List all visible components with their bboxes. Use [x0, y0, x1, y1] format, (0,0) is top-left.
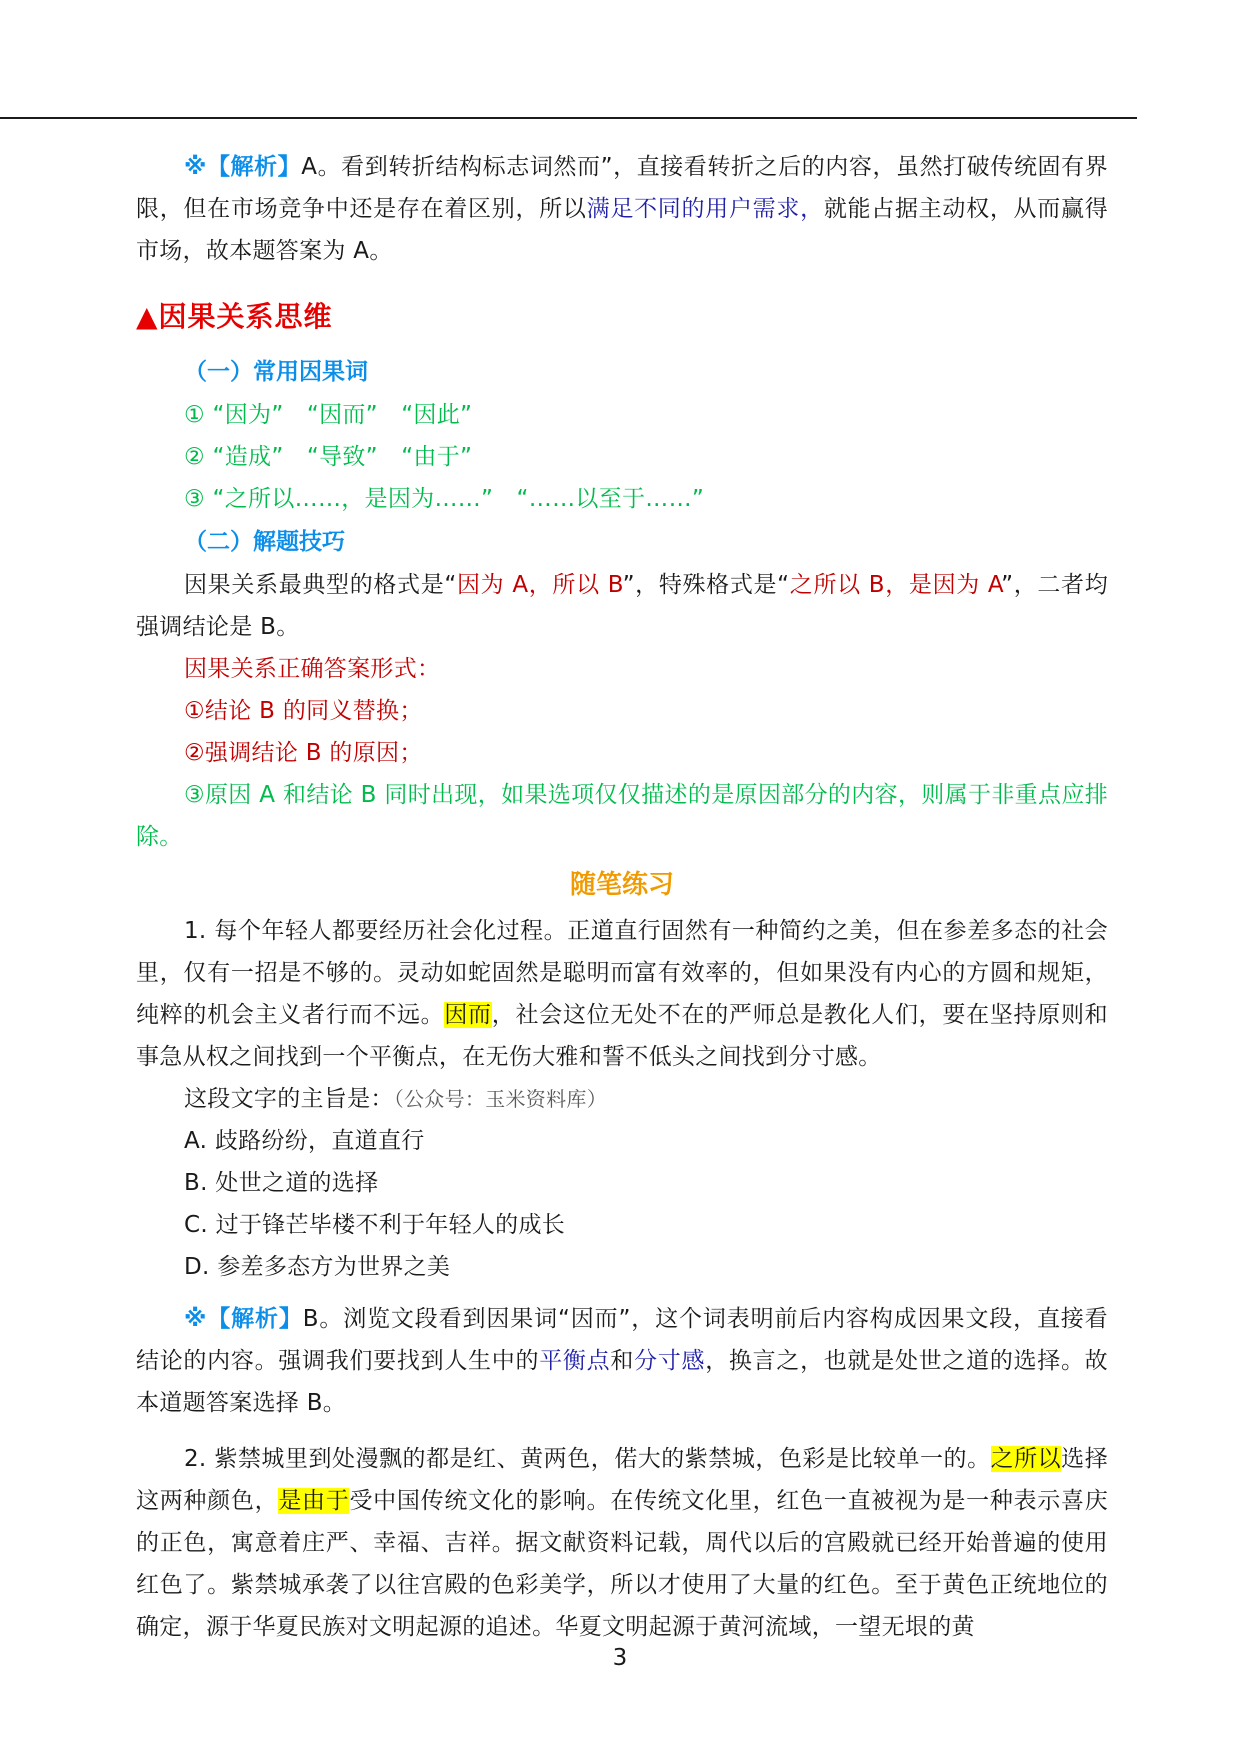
question-1-option-d: D. 参差多态方为世界之美 [184, 1254, 451, 1280]
causal-word-item-2: ② “造成” “导致” “由于” [184, 444, 473, 470]
text-segment: 受中国传统文化的影响。在传统文化里，红色一直被视为是一种表示喜庆的正色，寓意着庄严、幸福、吉祥。据文献资料记载，周代以后的宫殿就已经开始普遍的使用红色了。紫禁城承袭了以往宫殿的色彩美学，所以才使用了大量的红色。至于黄色正统地位的确定，源于华夏民族对文明起源的追述。华夏文明起源于黄河流域，一望无垠的黄 [136, 1488, 1108, 1640]
text-segment: （公众号：玉米资料库） [393, 1087, 608, 1111]
answer-form-item-3: ③原因 A 和结论 B 同时出现，如果选项仅仅描述的是原因部分的内容，则属于非重点应排除。 [136, 782, 1108, 850]
text-segment: 满足不同的用户需求， [586, 196, 824, 222]
text-segment: 之所以 [990, 1446, 1062, 1472]
answer-form-title: 因果关系正确答案形式： [184, 656, 441, 682]
question-2-paragraph [136, 1438, 1108, 1648]
answer-form-item-2: ②强调结论 B 的原因； [184, 740, 423, 766]
text-segment: 1. 每个年轻人都要经历社会化过程。正道直行固然有一种简约之美，但在参差多态的社会里，仅有一招是不够的。灵动如蛇固然是聪明而富有效率的，但如果没有内心的方圆和规矩，纯粹的机会主义者行而不远。 [136, 918, 1108, 1028]
header-divider-rule [0, 117, 1137, 119]
text-segment: 就能占据主动权，从而赢得市场，故本题答案为 A。 [136, 196, 1109, 264]
analysis-paragraph-1 [136, 146, 1108, 272]
text-segment: ”，特殊格式是“ [622, 572, 790, 598]
subheading-solving-skills: （二）解题技巧 [184, 529, 345, 555]
text-segment: 因为 A，所以 B [456, 572, 623, 598]
question-1-option-c: C. 过于锋芒毕楼不利于年轻人的成长 [184, 1212, 566, 1238]
question-1-option-b: B. 处世之道的选择 [184, 1170, 379, 1196]
text-segment: 因果关系最典型的格式是“ [184, 572, 457, 598]
text-segment: 选择这两种颜色， [136, 1446, 1108, 1514]
text-segment: 因而 [444, 1002, 492, 1028]
page-content [136, 146, 1108, 1648]
question-1-stem [136, 1078, 1108, 1120]
text-segment: ，社会这位无处不在的严师总是教化人们，要在坚持原则和事急从权之间找到一个平衡点，在无伤大雅和誓不低头之间找到分寸感。 [136, 1002, 1108, 1070]
text-segment: ※【解析】 [184, 1306, 303, 1332]
answer-form-item-1: ①结论 B 的同义替换； [184, 698, 423, 724]
text-segment: 之所以 B，是因为 A [789, 572, 1002, 598]
text-segment: 2. 紫禁城里到处漫飘的都是红、黄两色，偌大的紫禁城，色彩是比较单一的。 [184, 1446, 991, 1472]
subheading-common-causal-words: （一）常用因果词 [184, 359, 368, 385]
text-segment: ※【解析】 [184, 154, 302, 180]
text-segment: 这段文字的主旨是： [184, 1086, 394, 1112]
page-number: 3 [612, 1645, 628, 1671]
causal-word-item-3: ③ “之所以……，是因为……” “……以至于……” [184, 486, 705, 512]
practice-heading: 随笔练习 [569, 870, 674, 900]
text-segment: 和 [610, 1348, 635, 1374]
question-1-option-a: A. 歧路纷纷，直道直行 [184, 1128, 425, 1154]
text-segment: 平衡点 [539, 1348, 611, 1374]
technique-paragraph [136, 564, 1108, 648]
causal-word-item-1: ① “因为” “因而” “因此” [184, 402, 473, 428]
text-segment: 分寸感 [634, 1348, 706, 1374]
text-segment: ，换言之，也就是处世之道的选择。故本道题答案选择 B。 [136, 1348, 1108, 1416]
question-1-paragraph [136, 910, 1108, 1078]
text-segment: B。浏览文段看到因果词“因而”，这个词表明前后内容构成因果文段，直接看结论的内容。强调我们要找到人生中的 [136, 1306, 1108, 1374]
analysis-paragraph-2 [136, 1298, 1108, 1424]
section-heading-causal-thinking: ▲因果关系思维 [136, 300, 333, 333]
text-segment: 是由于 [278, 1488, 350, 1514]
text-segment: ”，二者均强调结论是 B。 [136, 572, 1109, 640]
text-segment: A。看到转折结构标志词然而”，直接看转折之后的内容，虽然打破传统固有界限，但在市场竞争中还是存在着区别，所以 [136, 154, 1108, 222]
